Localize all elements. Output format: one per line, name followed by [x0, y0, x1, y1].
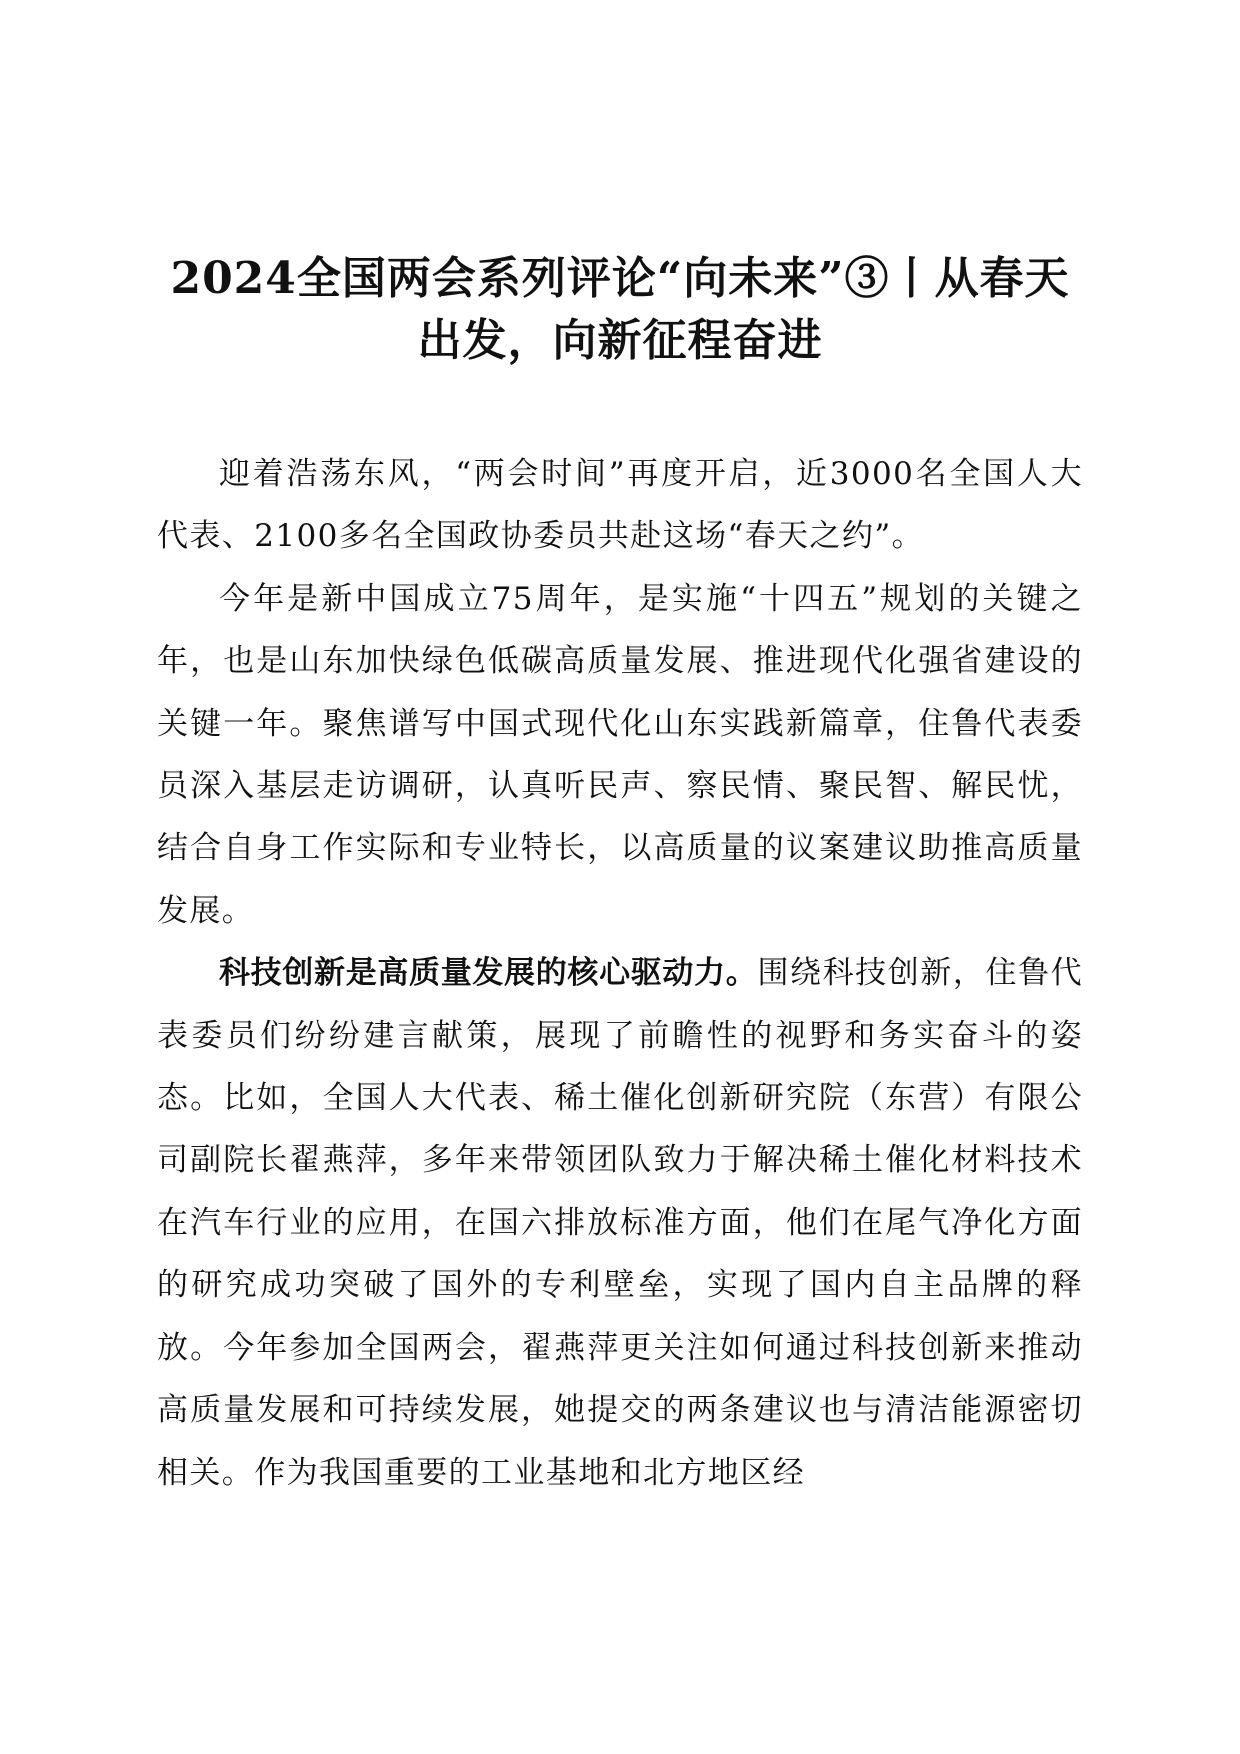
paragraph-context: 今年是新中国成立75周年，是实施“十四五”规划的关键之年，也是山东加快绿色低碳高质量发展、推进现代化强省建设的关键一年。聚焦谱写中国式现代化山东实践新篇章，住鲁代表委员深入基层走访调研，认真听民声、察民情、聚民智、解民忧，结合自身工作实际和专业特长，以高质量的议案建议助推高质量发展。	[157, 580, 1083, 929]
document-title: 2024全国两会系列评论“向未来”③丨从春天出发，向新征程奋进	[170, 253, 1070, 366]
document-body	[157, 443, 1083, 1504]
paragraph-opening: 迎着浩荡东风，“两会时间”再度开启，近3000名全国人大代表、2100多名全国政协委员共赴这场“春天之约”。	[157, 456, 1083, 555]
paragraph-lead-sentence: 科技创新是高质量发展的核心驱动力。	[219, 955, 758, 992]
paragraph-innovation	[157, 942, 1083, 1504]
paragraph-innovation-text: 围绕科技创新，住鲁代表委员们纷纷建言献策，展现了前瞻性的视野和务实奋斗的姿态。比如，全国人大代表、稀土催化创新研究院（东营）有限公司副院长翟燕萍，多年来带领团队致力于解决稀土催化材料技术在汽车行业的应用，在国六排放标准方面，他们在尾气净化方面的研究成功突破了国外的专利壁垒，实现了国内自主品牌的释放。今年参加全国两会，翟燕萍更关注如何通过科技创新来推动高质量发展和可持续发展，她提交的两条建议也与清洁能源密切相关。作为我国重要的工业基地和北方地区经	[157, 955, 1084, 1491]
